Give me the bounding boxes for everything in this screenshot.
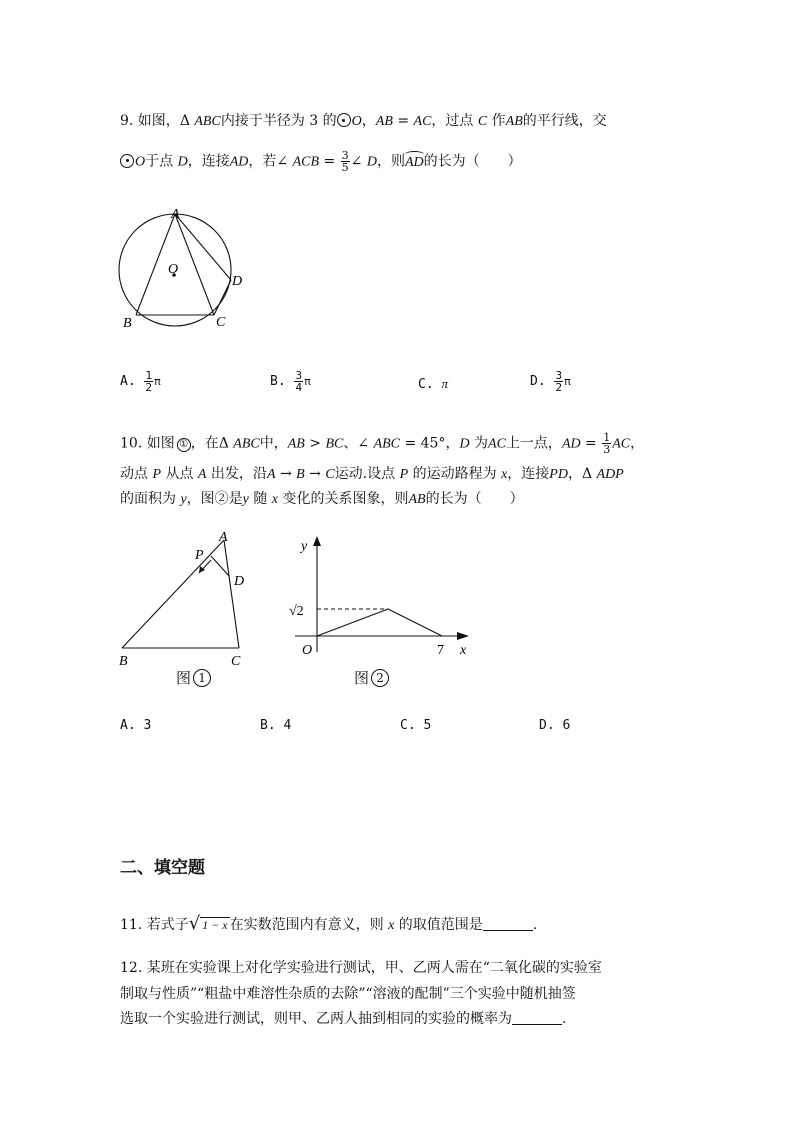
q10-line2: 动点 P 从点 A 出发，沿A → B → C运动.设点 P 的运动路程为 x，连接PD，Δ ADP — [120, 466, 624, 482]
segment-AD — [175, 214, 231, 280]
q9-line1: 9. 如图，Δ ABC内接于半径为 3 的 O，AB = AC，过点 C 作AB的平行线，交 — [120, 113, 607, 129]
q10-fig1-caption: 图 1 — [176, 667, 211, 688]
label-y: y — [301, 539, 308, 554]
arc-ad: AD — [404, 154, 424, 170]
q10-line1: 10. 如图 ① ，在Δ ABC中，AB > BC、∠ ABC = 45°，D 为AC上一点，AD = $\frac{1}{3}$ AC， — [120, 431, 645, 456]
q9-figure-circle — [110, 200, 260, 340]
q10-option-c[interactable]: C. 5 — [400, 718, 432, 733]
fraction: $\frac{1}{3}$ — [603, 431, 611, 456]
answer-blank[interactable] — [483, 916, 533, 931]
circled-1: ① — [177, 438, 191, 452]
segment-AC — [224, 540, 239, 648]
q10-fig2-caption: 图 2 — [354, 667, 389, 688]
q9-option-a[interactable]: A. $\frac{1}{2}$ π — [120, 369, 161, 394]
q10-figure1-triangle — [110, 525, 260, 670]
q12-line1: 12. 某班在实验课上对化学实验进行测试，甲、乙两人需在“二氧化碳的实验室 — [120, 960, 602, 976]
segment-CD — [214, 280, 231, 315]
q9-option-b[interactable]: B. $\frac{3}{4}$ π — [270, 369, 311, 394]
label-A: A — [171, 207, 180, 222]
label-B: B — [119, 654, 128, 669]
q10-line3: 的面积为 y，图②是y 随 x 变化的关系图象，则AB的长为（ ） — [120, 491, 524, 507]
q12-line3: 选取一个实验进行测试，则甲、乙两人抽到相同的实验的概率为 . — [120, 1011, 567, 1027]
x-axis-arrow — [457, 632, 469, 640]
label-A: A — [219, 530, 228, 545]
label-7: 7 — [437, 643, 444, 658]
segment-AB — [122, 540, 224, 648]
y-axis-arrow — [313, 536, 321, 546]
label-O: O — [302, 643, 313, 658]
circle-dot-symbol — [337, 113, 351, 127]
q10-option-b[interactable]: B. 4 — [260, 718, 292, 733]
label-C: C — [216, 315, 226, 330]
label-x: x — [460, 643, 467, 658]
radicand: 1 − x — [202, 918, 228, 932]
label-P: P — [195, 548, 204, 563]
q9-line2: O于点 D，连接AD，若∠ ACB = $\frac{3}{5}$ ∠ D，则AD的长为（ ） — [120, 150, 522, 173]
label-C: C — [231, 654, 241, 669]
segment-AC — [175, 214, 214, 315]
fraction: $\frac{3}{5}$ — [341, 149, 349, 174]
section-heading: 二、填空题 — [120, 858, 205, 878]
q10-option-a[interactable]: A. 3 — [120, 718, 152, 733]
label-D: D — [232, 274, 243, 289]
label-D: D — [234, 574, 245, 589]
graph-line — [317, 609, 442, 636]
q10-figure2-graph — [285, 530, 485, 665]
q11-line: 11. 若式子√ 1 − x 在实数范围内有意义，则 x 的取值范围是 . — [120, 913, 538, 934]
label-B: B — [123, 316, 132, 331]
q9-option-c[interactable]: C. π — [418, 376, 448, 392]
q10-option-d[interactable]: D. 6 — [539, 718, 571, 733]
q9-option-d[interactable]: D. $\frac{3}{2}$ π — [530, 369, 571, 394]
answer-blank[interactable] — [512, 1010, 562, 1025]
q12-line2: 制取与性质”“粗盐中难溶性杂质的去除”“溶液的配制”三个实验中随机抽签 — [120, 986, 576, 1002]
radical: √ — [188, 913, 201, 934]
label-sqrt2: √2 — [289, 604, 304, 619]
circle-dot-symbol — [120, 154, 134, 168]
label-O: O — [168, 262, 179, 277]
